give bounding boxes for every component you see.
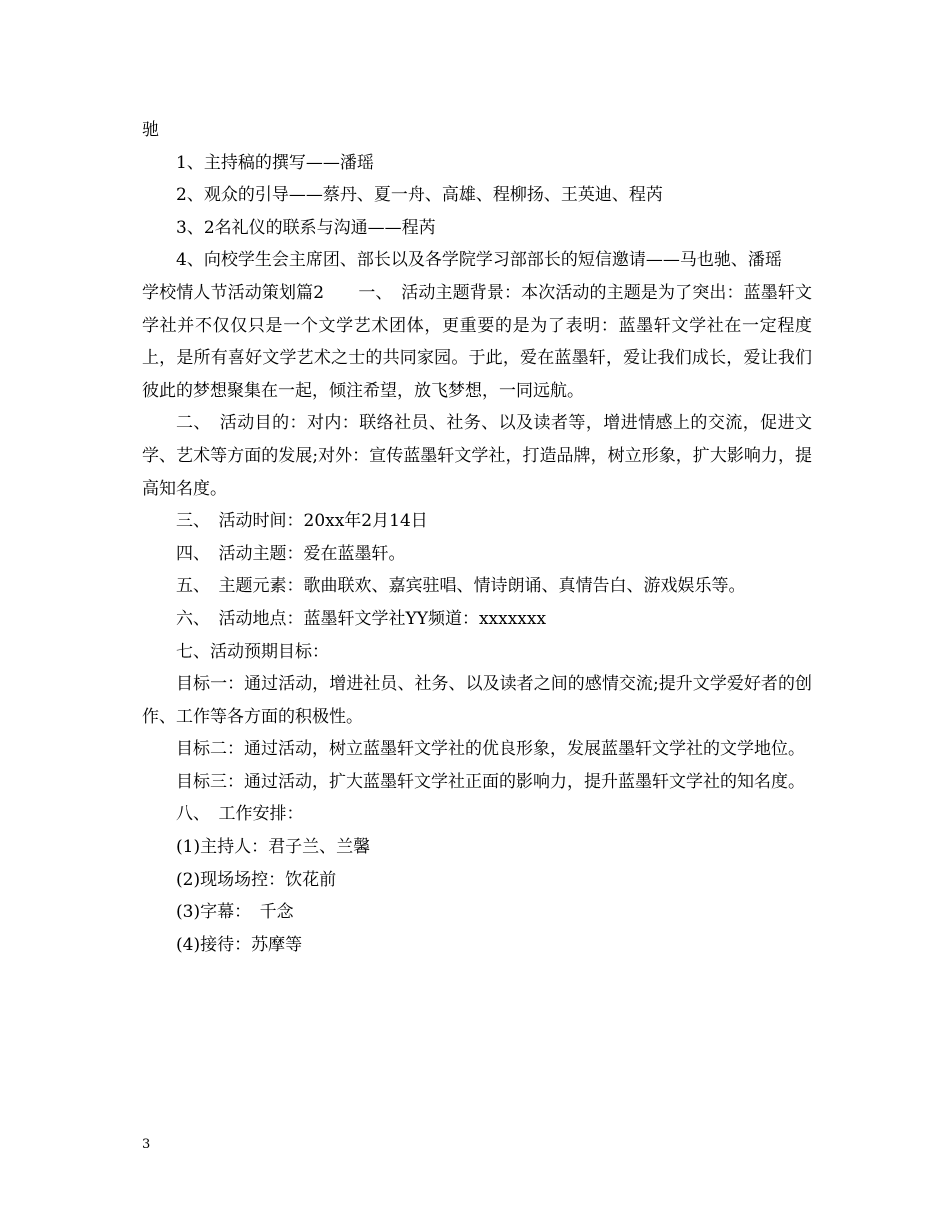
paragraph-host: (1)主持人：君子兰、兰馨: [176, 837, 371, 858]
paragraph-section-title-and-background: 学校情人节活动策划篇2 一、 活动主题背景：本次活动的主题是为了突出：蓝墨轩文学社并不仅仅只是一个文学艺术团体，更重要的是为了表明：蓝墨轩文学社在一定程度上，是所有喜好文学艺术之士的共同家园。于此，爱在蓝墨轩，爱让我们成长，爱让我们彼此的梦想聚集在一起，倾注希望，放飞梦想，一同远航。: [142, 282, 812, 401]
paragraph-continuation: 驰: [142, 120, 159, 140]
paragraph-theme: 四、 活动主题：爱在蓝墨轩。: [176, 543, 406, 564]
paragraph-task-3: 3、2名礼仪的联系与沟通——程芮: [176, 217, 436, 238]
paragraph-field-control: (2)现场场控：饮花前: [176, 869, 337, 890]
paragraph-reception: (4)接待：苏摩等: [176, 934, 303, 955]
paragraph-purpose: 二、 活动目的：对内：联络社员、社务、以及读者等，增进情感上的交流，促进文学、艺术等方面的发展;对外：宣传蓝墨轩文学社，打造品牌，树立形象，扩大影响力，提高知名度。: [142, 413, 812, 499]
paragraph-subtitles: (3)字幕： 千念: [176, 902, 294, 923]
paragraph-location: 六、 活动地点：蓝墨轩文学社YY频道：xxxxxxx: [176, 608, 547, 629]
paragraph-elements: 五、 主题元素：歌曲联欢、嘉宾驻唱、情诗朗诵、真情告白、游戏娱乐等。: [176, 576, 746, 597]
paragraph-time: 三、 活动时间：20xx年2月14日: [176, 511, 428, 532]
page-number: 3: [142, 1137, 151, 1152]
paragraph-work-arrangement: 八、 工作安排：: [176, 804, 304, 825]
paragraph-goal-2: 目标二：通过活动，树立蓝墨轩文学社的优良形象，发展蓝墨轩文学社的文学地位。: [176, 739, 805, 760]
paragraph-task-1: 1、主持稿的撰写——潘瑶: [176, 152, 374, 173]
paragraph-goals-heading: 七、活动预期目标：: [176, 641, 329, 662]
paragraph-goal-3: 目标三：通过活动，扩大蓝墨轩文学社正面的影响力，提升蓝墨轩文学社的知名度。: [176, 771, 805, 792]
paragraph-task-2: 2、观众的引导——蔡丹、夏一舟、高雄、程柳扬、王英迪、程芮: [176, 185, 663, 206]
paragraph-goal-1: 目标一：通过活动，增进社员、社务、以及读者之间的感情交流;提升文学爱好者的创作、工作等各方面的积极性。: [142, 674, 812, 727]
document-body: [142, 114, 812, 961]
paragraph-task-4: 4、向校学生会主席团、部长以及各学院学习部部长的短信邀请——马也驰、潘瑶: [176, 250, 782, 271]
